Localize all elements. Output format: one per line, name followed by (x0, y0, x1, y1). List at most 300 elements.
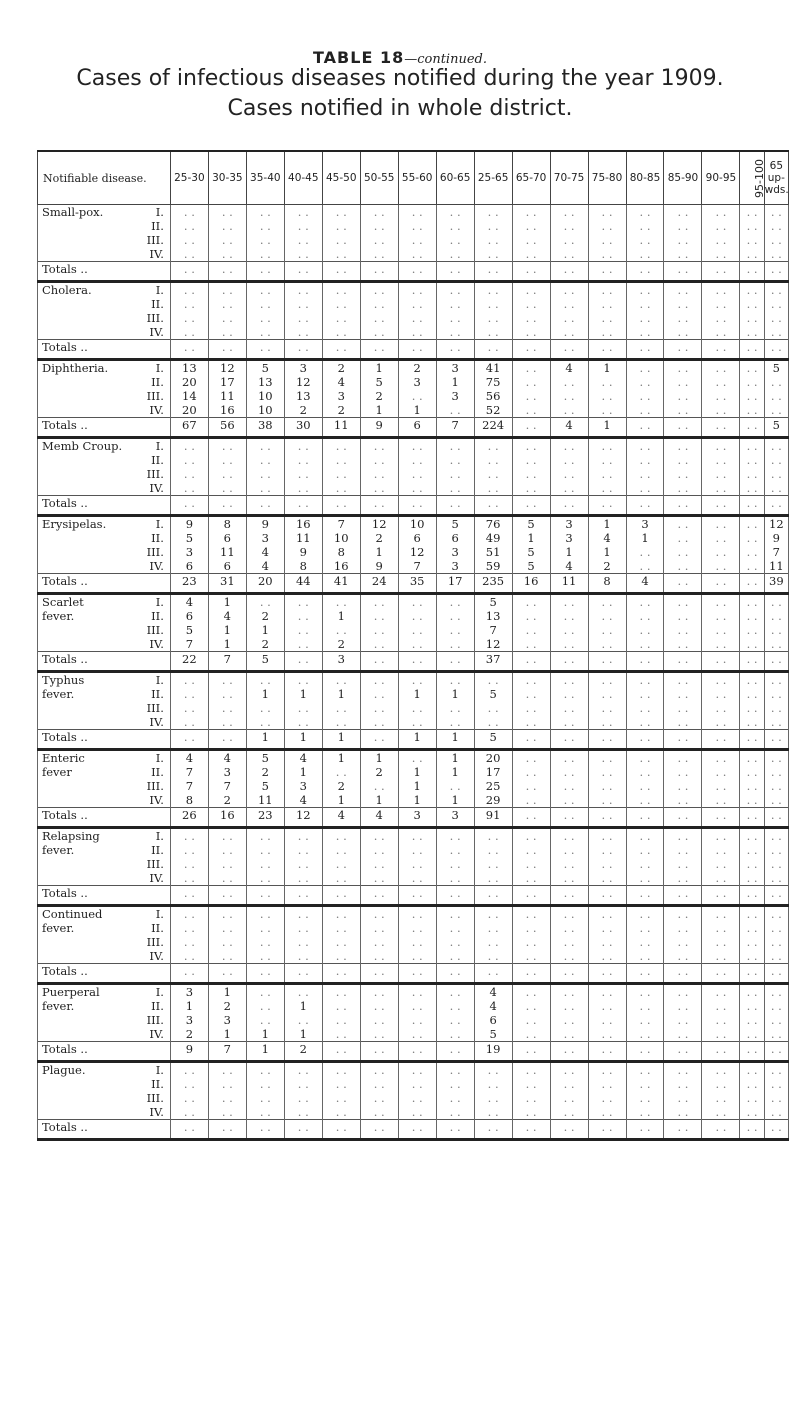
data-cell: . . (764, 1027, 788, 1042)
data-cell: 1 (208, 1027, 246, 1042)
total-cell: . . (208, 340, 246, 360)
row-label (38, 949, 171, 964)
data-cell: 76 (474, 516, 512, 532)
data-cell: . . (322, 594, 360, 610)
data-cell: . . (740, 205, 764, 220)
data-cell: . . (398, 481, 436, 496)
data-cell: 3 (436, 389, 474, 403)
data-cell: 1 (588, 360, 626, 376)
row-label (38, 623, 171, 637)
data-cell: . . (664, 453, 702, 467)
totals-label: Totals .. (38, 886, 171, 906)
row-label (38, 481, 171, 496)
page-title: Cases of infectious diseases notified during the year 1909. (76, 66, 724, 91)
data-cell: . . (740, 793, 764, 808)
table-row (38, 843, 789, 857)
data-cell: . . (764, 857, 788, 871)
data-cell: . . (626, 297, 664, 311)
data-cell: . . (170, 1091, 208, 1105)
total-cell: . . (322, 340, 360, 360)
quarter-label: II. (151, 609, 164, 623)
data-cell: . . (764, 672, 788, 688)
data-cell: . . (512, 297, 550, 311)
quarter-label: I. (155, 907, 164, 921)
data-cell: . . (626, 637, 664, 652)
total-cell: . . (436, 886, 474, 906)
data-cell: . . (170, 828, 208, 844)
data-cell: . . (246, 453, 284, 467)
data-cell: . . (626, 481, 664, 496)
data-cell: . . (474, 921, 512, 935)
data-cell: . . (512, 1077, 550, 1091)
data-cell: . . (170, 481, 208, 496)
total-cell: . . (246, 340, 284, 360)
data-cell: . . (550, 1013, 588, 1027)
table-row (38, 1091, 789, 1105)
data-cell: . . (360, 453, 398, 467)
data-cell: . . (702, 282, 740, 298)
data-cell: 1 (398, 403, 436, 418)
data-cell: . . (764, 701, 788, 715)
data-cell: 1 (550, 545, 588, 559)
disease-name: Continued (42, 907, 103, 921)
data-cell: . . (474, 325, 512, 340)
total-cell: . . (208, 886, 246, 906)
data-cell: . . (436, 247, 474, 262)
data-cell: . . (702, 1077, 740, 1091)
data-cell: . . (588, 1105, 626, 1120)
data-cell: . . (626, 325, 664, 340)
data-cell: . . (702, 609, 740, 623)
data-cell: . . (284, 843, 322, 857)
data-cell: . . (360, 1091, 398, 1105)
total-cell: . . (664, 886, 702, 906)
disease-name: Erysipelas. (42, 517, 107, 531)
data-cell: . . (322, 282, 360, 298)
data-cell: . . (360, 481, 398, 496)
data-cell: 4 (588, 531, 626, 545)
total-cell: . . (360, 496, 398, 516)
total-cell: . . (588, 886, 626, 906)
total-cell: 9 (360, 418, 398, 438)
data-cell: . . (322, 906, 360, 922)
total-cell: . . (702, 1120, 740, 1140)
data-cell: . . (512, 438, 550, 454)
data-cell: . . (702, 715, 740, 730)
data-cell: . . (284, 828, 322, 844)
data-cell: . . (664, 921, 702, 935)
quarter-label: II. (151, 453, 164, 467)
quarter-label: I. (155, 361, 164, 375)
data-cell: . . (474, 247, 512, 262)
table-row (38, 247, 789, 262)
data-cell: 1 (436, 793, 474, 808)
totals-label: Totals .. (38, 964, 171, 984)
data-cell: 3 (208, 765, 246, 779)
data-cell: . . (322, 247, 360, 262)
data-cell: . . (398, 672, 436, 688)
data-cell: . . (512, 715, 550, 730)
quarter-label: I. (155, 595, 164, 609)
data-cell: 49 (474, 531, 512, 545)
data-cell: . . (436, 467, 474, 481)
data-cell: . . (626, 857, 664, 871)
data-cell: . . (764, 984, 788, 1000)
total-cell: . . (626, 730, 664, 750)
data-cell: . . (664, 828, 702, 844)
data-cell: . . (664, 375, 702, 389)
data-cell: . . (740, 623, 764, 637)
row-label (38, 545, 171, 559)
total-cell: . . (702, 808, 740, 828)
data-cell: . . (740, 233, 764, 247)
data-cell: . . (246, 935, 284, 949)
data-cell: . . (626, 1105, 664, 1120)
row-label (38, 1027, 171, 1042)
data-cell: 8 (322, 545, 360, 559)
total-cell: . . (512, 652, 550, 672)
data-cell: . . (246, 871, 284, 886)
data-cell: . . (436, 949, 474, 964)
table-row (38, 467, 789, 481)
data-cell: . . (664, 857, 702, 871)
data-cell: . . (740, 779, 764, 793)
row-label (38, 389, 171, 403)
data-cell: . . (702, 623, 740, 637)
data-cell: 1 (436, 765, 474, 779)
data-cell: . . (764, 219, 788, 233)
data-cell: . . (550, 750, 588, 766)
total-cell: . . (284, 964, 322, 984)
data-cell: . . (702, 765, 740, 779)
data-cell: . . (764, 935, 788, 949)
data-cell: . . (436, 1077, 474, 1091)
data-cell: . . (550, 715, 588, 730)
table-row (38, 779, 789, 793)
data-cell: . . (208, 935, 246, 949)
row-label (38, 1013, 171, 1027)
total-cell: . . (436, 262, 474, 282)
data-cell: . . (322, 701, 360, 715)
data-cell: . . (398, 857, 436, 871)
data-cell: . . (208, 715, 246, 730)
total-cell: . . (550, 652, 588, 672)
data-cell: . . (284, 233, 322, 247)
data-cell: 4 (550, 559, 588, 574)
data-cell: . . (284, 1105, 322, 1120)
data-cell: . . (702, 906, 740, 922)
data-cell: . . (664, 843, 702, 857)
data-cell: . . (474, 857, 512, 871)
quarter-label: I. (155, 673, 164, 687)
quarter-label: III. (146, 935, 164, 949)
table-row (38, 360, 789, 376)
data-cell: . . (702, 233, 740, 247)
data-cell: . . (474, 871, 512, 886)
data-cell: . . (740, 701, 764, 715)
data-cell: . . (626, 438, 664, 454)
data-cell: . . (702, 857, 740, 871)
data-cell: . . (474, 701, 512, 715)
total-cell: 19 (474, 1042, 512, 1062)
data-cell: . . (360, 1105, 398, 1120)
data-cell: . . (764, 871, 788, 886)
data-cell: 1 (398, 765, 436, 779)
disease-name: Puerperal (42, 985, 100, 999)
data-cell: . . (512, 949, 550, 964)
row-label (38, 779, 171, 793)
disease-name: fever. (42, 999, 75, 1013)
data-cell: . . (436, 297, 474, 311)
data-cell: 1 (398, 779, 436, 793)
data-cell: 5 (170, 623, 208, 637)
total-cell: . . (284, 652, 322, 672)
disease-name: Small-pox. (42, 205, 104, 219)
data-cell: 4 (246, 559, 284, 574)
data-cell: . . (322, 843, 360, 857)
data-cell: . . (474, 205, 512, 220)
row-label (38, 1091, 171, 1105)
data-cell: . . (284, 984, 322, 1000)
data-cell: . . (740, 1077, 764, 1091)
total-cell: 3 (322, 652, 360, 672)
data-cell: . . (664, 389, 702, 403)
table-row (38, 921, 789, 935)
data-cell: . . (626, 672, 664, 688)
data-cell: 9 (360, 559, 398, 574)
total-cell: . . (284, 496, 322, 516)
data-cell: . . (284, 594, 322, 610)
data-cell: . . (588, 247, 626, 262)
data-cell: . . (360, 325, 398, 340)
row-label (38, 637, 171, 652)
data-cell: . . (246, 1062, 284, 1078)
data-cell: . . (588, 438, 626, 454)
total-cell: . . (626, 964, 664, 984)
table-row (38, 623, 789, 637)
totals-row (38, 886, 789, 906)
data-cell: . . (740, 1091, 764, 1105)
data-cell: . . (208, 687, 246, 701)
data-cell: . . (702, 1062, 740, 1078)
quarter-label: II. (151, 765, 164, 779)
data-cell: . . (550, 871, 588, 886)
data-cell: . . (764, 297, 788, 311)
data-cell: . . (702, 403, 740, 418)
table-row (38, 1062, 789, 1078)
total-cell: 5 (764, 418, 788, 438)
quarter-label: I. (155, 985, 164, 999)
table-row (38, 481, 789, 496)
data-cell: . . (360, 637, 398, 652)
data-cell: . . (512, 672, 550, 688)
data-cell: . . (170, 871, 208, 886)
data-cell: . . (512, 609, 550, 623)
data-cell: . . (360, 594, 398, 610)
data-cell: . . (512, 1062, 550, 1078)
total-cell: . . (322, 1120, 360, 1140)
data-cell: . . (550, 311, 588, 325)
data-cell: . . (588, 594, 626, 610)
data-cell: . . (398, 623, 436, 637)
data-cell: . . (436, 857, 474, 871)
data-cell: . . (360, 701, 398, 715)
total-cell: 3 (398, 808, 436, 828)
data-cell: . . (398, 1013, 436, 1027)
row-label (38, 247, 171, 262)
data-cell: . . (588, 1091, 626, 1105)
data-cell: 1 (208, 984, 246, 1000)
data-cell: . . (702, 687, 740, 701)
data-cell: 5 (474, 687, 512, 701)
data-cell: . . (626, 389, 664, 403)
total-cell: . . (398, 886, 436, 906)
total-cell: . . (550, 808, 588, 828)
data-cell: 3 (322, 389, 360, 403)
data-cell: . . (764, 282, 788, 298)
data-cell: . . (626, 219, 664, 233)
data-cell: . . (322, 1091, 360, 1105)
data-cell: . . (398, 438, 436, 454)
total-cell: . . (740, 964, 764, 984)
data-cell: 6 (474, 1013, 512, 1027)
total-cell: 4 (360, 808, 398, 828)
data-cell: . . (398, 921, 436, 935)
data-cell: 2 (360, 389, 398, 403)
data-cell: . . (626, 594, 664, 610)
data-cell: . . (702, 999, 740, 1013)
data-cell: . . (626, 403, 664, 418)
data-cell: . . (512, 219, 550, 233)
cases-table (37, 150, 789, 1141)
quarter-label: III. (146, 389, 164, 403)
quarter-label: I. (155, 829, 164, 843)
data-cell: . . (208, 906, 246, 922)
data-cell: 3 (436, 559, 474, 574)
data-cell: 75 (474, 375, 512, 389)
total-cell: 1 (398, 730, 436, 750)
data-cell: 12 (360, 516, 398, 532)
data-cell: 2 (322, 779, 360, 793)
data-cell: 12 (474, 637, 512, 652)
data-cell: . . (626, 545, 664, 559)
data-cell: . . (626, 375, 664, 389)
row-label (38, 999, 171, 1013)
data-cell: . . (246, 594, 284, 610)
data-cell: . . (702, 935, 740, 949)
data-cell: 4 (284, 793, 322, 808)
data-cell: . . (436, 594, 474, 610)
data-cell: 2 (246, 637, 284, 652)
data-cell: . . (664, 205, 702, 220)
data-cell: . . (740, 360, 764, 376)
data-cell: 1 (170, 999, 208, 1013)
data-cell: . . (664, 935, 702, 949)
data-cell: . . (702, 375, 740, 389)
data-cell: . . (360, 715, 398, 730)
data-cell: . . (664, 906, 702, 922)
data-cell: . . (284, 467, 322, 481)
data-cell: . . (322, 1027, 360, 1042)
data-cell: . . (550, 984, 588, 1000)
data-cell: . . (208, 843, 246, 857)
data-cell: . . (208, 282, 246, 298)
total-cell: . . (664, 340, 702, 360)
data-cell: . . (474, 1062, 512, 1078)
total-cell: . . (360, 730, 398, 750)
data-cell: . . (436, 1091, 474, 1105)
total-cell: . . (436, 1120, 474, 1140)
data-cell: . . (550, 481, 588, 496)
data-cell: . . (626, 999, 664, 1013)
row-label (38, 765, 171, 779)
data-cell: . . (664, 438, 702, 454)
data-cell: 9 (246, 516, 284, 532)
data-cell: . . (740, 1062, 764, 1078)
data-cell: 41 (474, 360, 512, 376)
data-cell: . . (436, 1062, 474, 1078)
data-cell: . . (436, 325, 474, 340)
data-cell: . . (626, 623, 664, 637)
data-cell: . . (322, 325, 360, 340)
data-cell: . . (512, 1091, 550, 1105)
data-cell: 16 (208, 403, 246, 418)
data-cell: 5 (170, 531, 208, 545)
data-cell: 1 (208, 623, 246, 637)
data-cell: 10 (246, 389, 284, 403)
data-cell: . . (588, 623, 626, 637)
data-cell: . . (664, 999, 702, 1013)
data-cell: . . (702, 205, 740, 220)
data-cell: . . (702, 750, 740, 766)
col-header-period: 75-80 (588, 151, 626, 205)
data-cell: . . (588, 765, 626, 779)
data-cell: . . (512, 233, 550, 247)
data-cell: . . (588, 467, 626, 481)
total-cell: 2 (284, 1042, 322, 1062)
table-row (38, 325, 789, 340)
data-cell: . . (170, 282, 208, 298)
total-cell: . . (170, 496, 208, 516)
data-cell: . . (740, 467, 764, 481)
data-cell: . . (764, 453, 788, 467)
data-cell: . . (322, 205, 360, 220)
data-cell: . . (284, 935, 322, 949)
data-cell: . . (740, 545, 764, 559)
quarter-label: II. (151, 1077, 164, 1091)
data-cell: . . (740, 403, 764, 418)
table-row (38, 233, 789, 247)
data-cell: . . (512, 311, 550, 325)
data-cell: . . (702, 594, 740, 610)
data-cell: . . (588, 906, 626, 922)
data-cell: . . (170, 247, 208, 262)
data-cell: . . (246, 467, 284, 481)
quarter-label: I. (155, 751, 164, 765)
data-cell: 5 (512, 559, 550, 574)
data-cell: 3 (208, 1013, 246, 1027)
data-cell: . . (588, 779, 626, 793)
data-cell: . . (512, 282, 550, 298)
data-cell: . . (702, 453, 740, 467)
data-cell: . . (626, 233, 664, 247)
total-cell: . . (474, 496, 512, 516)
data-cell: . . (246, 857, 284, 871)
total-cell: . . (740, 574, 764, 594)
data-cell: 1 (208, 637, 246, 652)
total-cell: . . (764, 340, 788, 360)
data-cell: . . (436, 999, 474, 1013)
